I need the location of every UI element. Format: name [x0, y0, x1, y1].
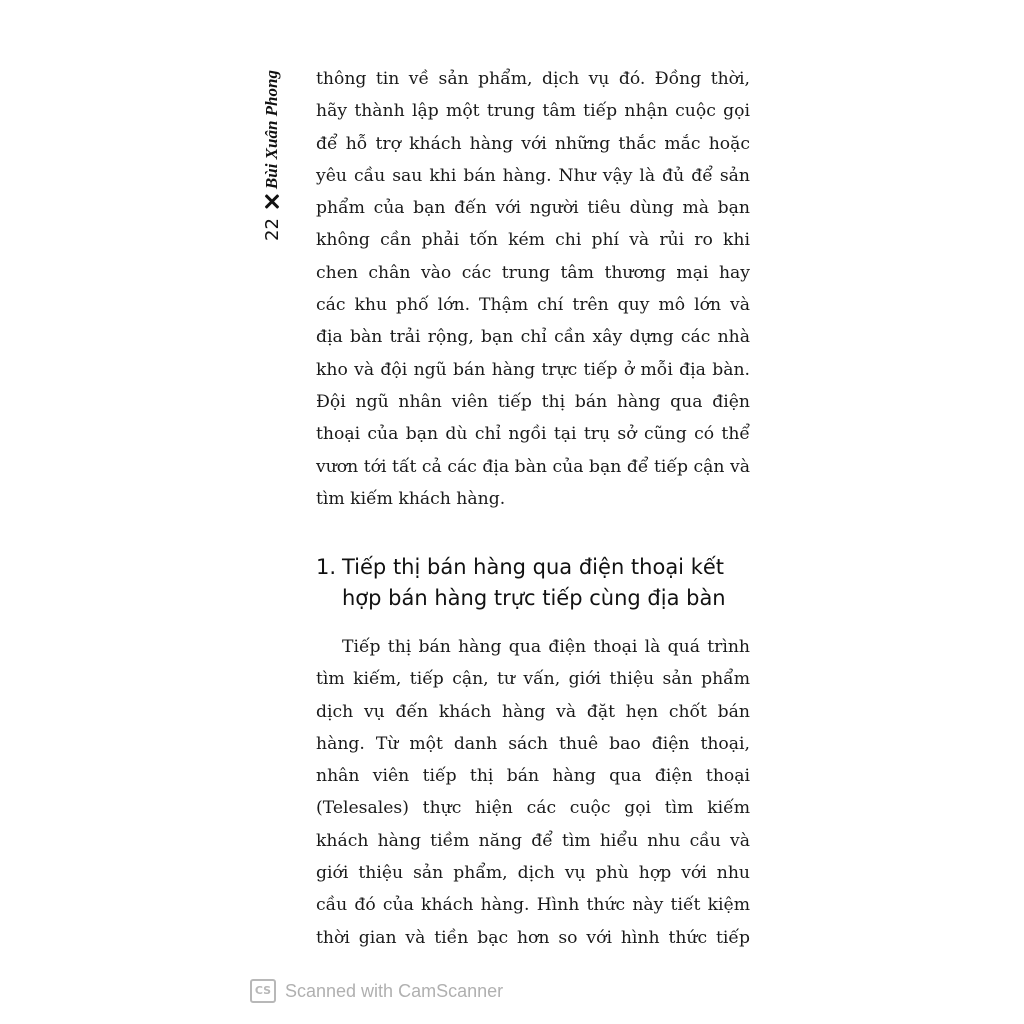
text-line: địa bàn trải rộng, bạn chỉ cần xây dựng các nhà	[316, 327, 750, 348]
text-line: phẩm của bạn đến với người tiêu dùng mà bạn	[316, 198, 750, 219]
section-heading	[316, 552, 756, 614]
text-line: yêu cầu sau khi bán hàng. Như vậy là đủ để sản	[316, 165, 750, 186]
camscanner-logo-icon: CS	[250, 979, 276, 1003]
text-line: không cần phải tốn kém chi phí và rủi ro khi	[316, 230, 750, 251]
paragraph-1	[316, 63, 750, 515]
text-line: (Telesales) thực hiện các cuộc gọi tìm kiếm	[316, 798, 750, 819]
text-line: để hỗ trợ khách hàng với những thắc mắc hoặc	[316, 133, 750, 154]
section-title-line-2: hợp bán hàng trực tiếp cùng địa bàn	[342, 586, 726, 610]
cross-mark-icon	[264, 194, 280, 210]
running-header	[257, 66, 287, 241]
watermark-text: Scanned with CamScanner	[285, 980, 504, 1001]
text-line: vươn tới tất cả các địa bàn của bạn để tiếp cận và	[316, 456, 750, 477]
text-line: Đội ngũ nhân viên tiếp thị bán hàng qua điện	[316, 391, 750, 412]
text-line: nhân viên tiếp thị bán hàng qua điện thoại	[316, 766, 750, 787]
section-number: 1.	[316, 555, 337, 579]
author-name: Bùi Xuân Phong	[262, 70, 281, 190]
text-line: hãy thành lập một trung tâm tiếp nhận cuộc gọi	[316, 101, 750, 122]
text-line: thông tin về sản phẩm, dịch vụ đó. Đồng thời,	[316, 69, 750, 89]
text-line: chen chân vào các trung tâm thương mại hay	[316, 262, 750, 283]
text-line: Tiếp thị bán hàng qua điện thoại là quá trình	[342, 637, 750, 657]
page-number: 22	[261, 218, 283, 241]
text-line: cầu đó của khách hàng. Hình thức này tiết kiệm	[316, 895, 750, 916]
text-line: tìm kiếm, tiếp cận, tư vấn, giới thiệu sản phẩm	[316, 669, 750, 690]
text-line: các khu phố lớn. Thậm chí trên quy mô lớn và	[316, 295, 750, 316]
text-line: giới thiệu sản phẩm, dịch vụ phù hợp với nhu	[316, 863, 750, 884]
text-line: hàng. Từ một danh sách thuê bao điện thoại,	[316, 733, 750, 754]
paragraph-2	[316, 631, 750, 954]
text-line: thoại của bạn dù chỉ ngồi tại trụ sở cũng có thể	[316, 424, 750, 445]
text-line: khách hàng tiềm năng để tìm hiểu nhu cầu và	[316, 830, 750, 851]
camscanner-watermark	[250, 979, 503, 1003]
section-title-line-1: Tiếp thị bán hàng qua điện thoại kết	[342, 555, 725, 579]
text-line: thời gian và tiền bạc hơn so với hình thức tiếp	[316, 927, 750, 948]
text-line: kho và đội ngũ bán hàng trực tiếp ở mỗi địa bàn.	[316, 359, 750, 380]
text-line: tìm kiếm khách hàng.	[316, 488, 506, 509]
text-line: dịch vụ đến khách hàng và đặt hẹn chốt bán	[316, 701, 750, 722]
